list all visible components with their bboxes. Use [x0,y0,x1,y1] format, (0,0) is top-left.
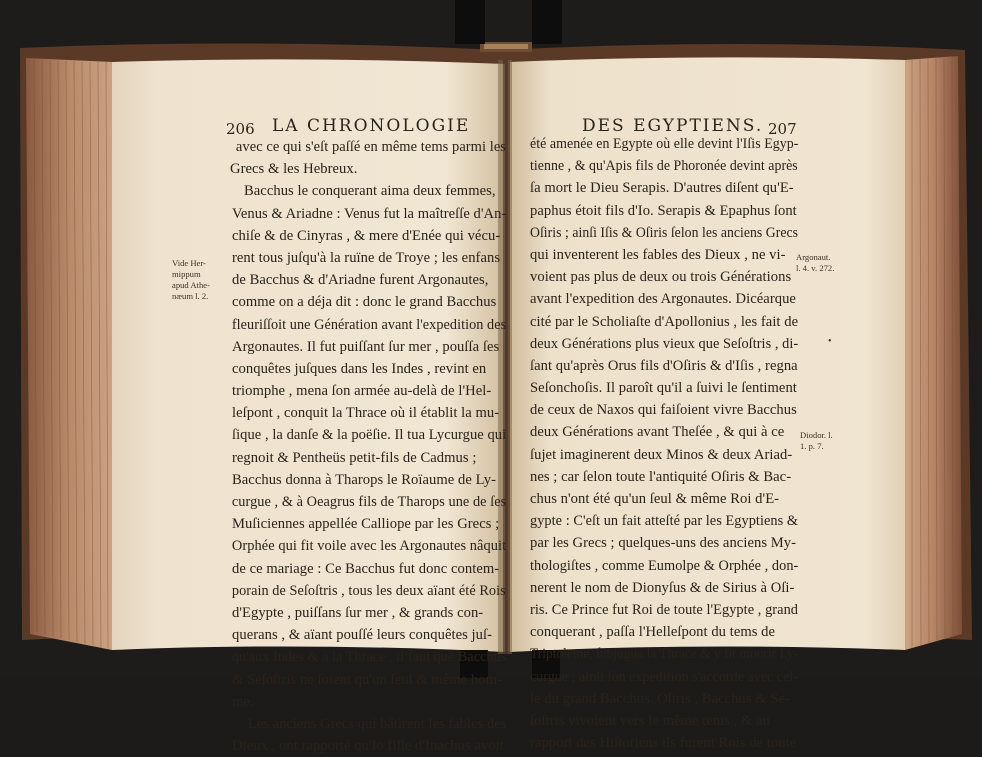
text-line: Bacchus le conquerant aima deux femmes, [244,183,496,200]
text-line: querans , & aïant pouſſé leurs conquêtes juſ- [232,627,492,644]
text-line: ſique , la danſe & la poëſie. Il tua Lycurgue qui [231,427,507,444]
text-line: ſujet imaginerent deux Minos & deux Ariad- [530,446,793,463]
text-line: de ce mariage : Ce Bacchus fut donc contem- [232,560,500,577]
text-line: Muſiciennes appellée Calliope par les Grecs ; [232,516,500,533]
text-line: curgue ; ainſi ſon expedition s'accorde avec cel- [530,668,798,685]
running-head [272,116,512,136]
text-line: leſpont , conquit la Thrace où il établit la mu- [232,405,500,422]
text-line: comme on a déja dit : donc le grand Bacchus [232,294,497,311]
text-line: & Seſoſtris ne ſoient qu'un ſeul & même hom- [232,671,502,688]
text-line: porain de Seſoſtris , tous les deux aïant été Rois [231,582,506,599]
text-block [530,133,798,754]
text-line: nerent le nom de Dionyſus & de Sirius à Oſi- [530,579,795,596]
text-line: avec ce qui s'eſt paſſé en même tems parmi les [235,139,507,155]
text-line: Orphée qui fit voile avec les Argonautes nâquit [231,538,507,555]
text-line: regnoit & Pentheüs petit-fils de Cadmus ; [232,449,477,466]
text-line: été amenée en Egypte où elle devint l'Iſis Egyp- [530,136,799,152]
text-line: ſant qu'après Orus fils d'Oſiris & d'Iſis , regna [530,357,798,374]
text-line: me. [232,693,254,710]
text-line: Argonautes. Il fut puiſſant ſur mer , pouſſa ſes [232,338,500,355]
text-line: ſa mort le Dieu Serapis. D'autres diſent qu'E- [530,180,794,197]
text-line: avant l'expedition des Argonautes. Dicéarque [530,291,796,308]
text-line: Triptoleme, ſubjugua la Thrace & y fit mourir Ly- [530,646,799,663]
text-line: ris. Ce Prince fut Roi de toute l'Egypte , grand [530,601,799,618]
text-line: voient pas plus de deux ou trois Générations [530,269,792,286]
text-line: Grecs & les Hebreux. [230,161,358,178]
text-line: Les anciens Grecs qui bâtirent les fables des [247,715,507,732]
text-line: conquêtes juſques dans les Indes , revint en [232,360,487,377]
text-line: chus n'ont été qu'un ſeul & même Roi d'E- [530,491,780,507]
text-line: conquerant , paſſa l'Helleſpont du tems de [530,624,776,641]
text-line: chiſe & de Cinyras , & mere d'Enée qui vécu- [232,227,501,244]
text-line: rent tous juſqu'à la ruïne de Troye ; les enfans [232,249,501,266]
text-line: triomphe , mena ſon armée au-delà de l'Hel- [232,383,492,400]
margin-note: Argonaut. l. 4. v. 272. [796,252,835,273]
margin-mark: • [828,336,832,347]
text-line: paphus étoit fils d'Io. Serapis & Epaphus ſont [530,202,797,219]
text-line: d'Egypte , puiſſans ſur mer , & grands con- [232,604,484,621]
text-line: cité par le Scholiaſte d'Apollonius , les fait de [530,313,798,330]
text-block [226,136,506,757]
text-line: fleuriſſoit une Génération avant l'expedition des [231,316,507,333]
text-line: Bacchus donna à Tharops le Roïaume de Ly- [232,471,496,488]
page-number: 207 [768,120,797,138]
text-line: deux Générations avant Theſée , & qui à ce [530,424,785,441]
text-line: Dieux , ont rapporté qu'Io fille d'Inachus avoit [232,738,504,755]
text-line: deux Générations plus vieux que Seſoſtris , di- [530,335,799,352]
running-head-text: DES EGYPTIENS. [582,116,764,136]
text-line: gypte : C'eſt un fait atteſté par les Egyptiens & [530,513,799,530]
margin-note: Diodor. l. 1. p. 7. [800,430,833,451]
text-line: thologiſtes , comme Eumolpe & Orphée , don- [530,557,799,574]
text-line: par les Grecs ; quelques-uns des anciens My- [530,535,797,552]
text-line: de Bacchus & d'Ariadne furent Argonautes, [232,272,489,289]
text-line: ſoſtris vivoient vers le même tems , & au [530,712,770,729]
text-line: nes ; car ſelon toute l'antiquité Oſiris & Bac- [530,468,792,485]
margin-note: Vide Her- mippum apud Athe- næum l. 2. [172,258,210,301]
text-line: qui inventerent les fables des Dieux , ne vi- [530,246,786,263]
text-line: curgue , & à Oeagrus fils de Tharops une de ſes [231,494,507,510]
text-line: Venus & Ariadne : Venus fut la maîtreſſe d'An- [231,205,507,222]
page-number: 206 [226,120,255,138]
text-line: Oſiris ; ainſi Iſis & Oſiris ſelon les anciens Grecs [530,224,799,241]
text-line: de ceux de Naxos qui faiſoient vivre Bacchus [530,402,797,419]
text-line: tienne , & qu'Apis fils de Phoronée devint après [530,158,798,175]
text-line: Seſonchoſis. Il paroît qu'il a ſuivi le ſentiment [530,380,797,397]
text-line: le du grand Bacchus. Oſiris , Bacchus & Se- [530,690,790,707]
text-line: rapport des Hiſtoriens ils furent Rois de toute [530,735,797,752]
text-line: qu'aux Indes & à la Thrace , il faut que Bacchus [231,649,507,666]
running-head-text: LA CHRONOLOGIE [272,116,471,136]
